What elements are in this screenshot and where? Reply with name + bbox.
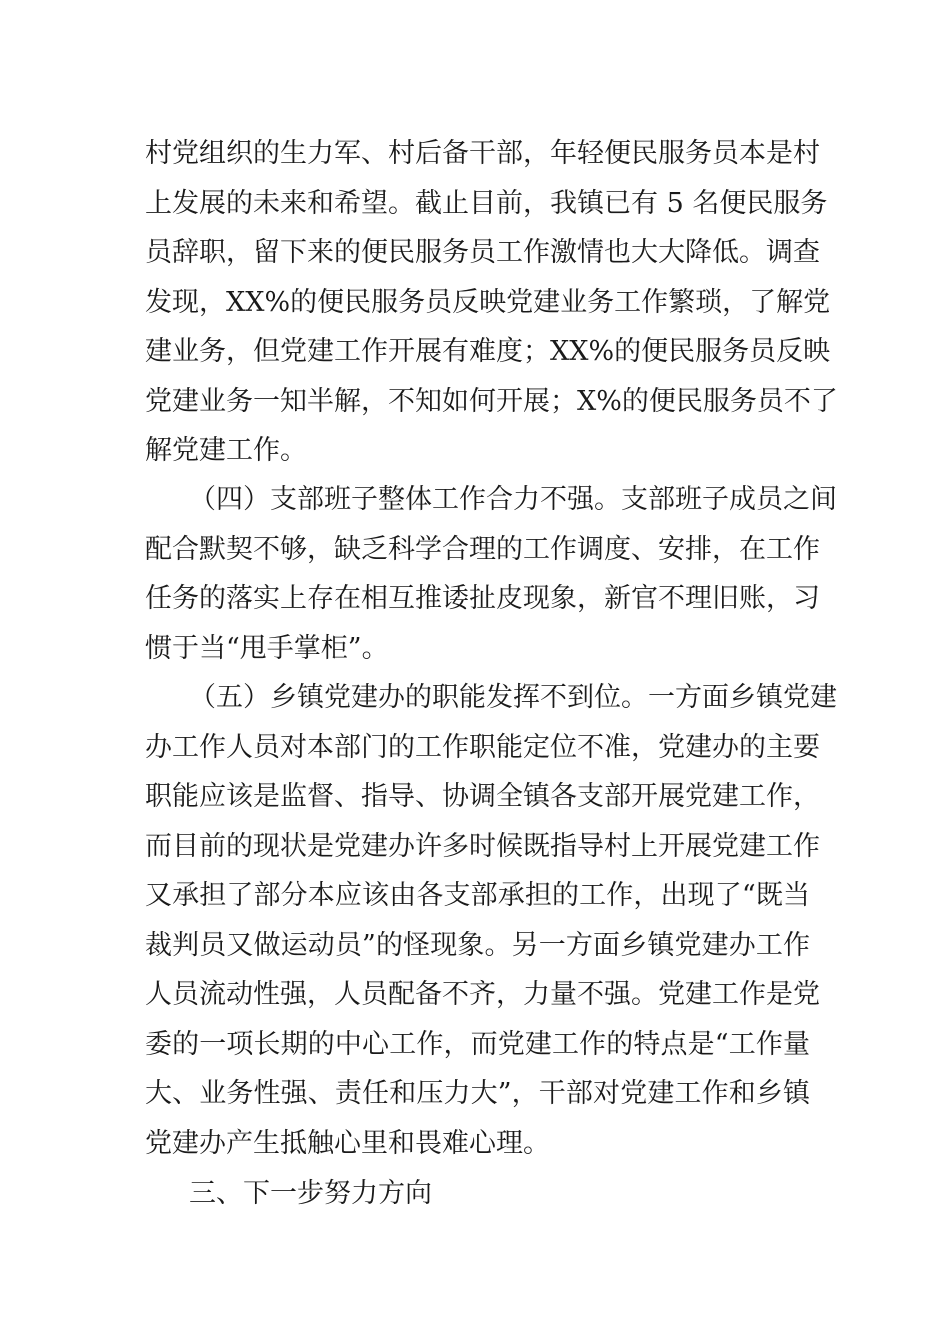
text-line: 党建办产生抵触心里和畏难心理。 — [145, 1127, 550, 1159]
text-line: 惯于当“甩手掌柜”。 — [145, 632, 389, 664]
paragraph-section-five — [145, 673, 837, 1168]
text-line: 大、业务性强、责任和压力大”，干部对党建工作和乡镇 — [145, 1078, 810, 1109]
text-line: 又承担了部分本应该由各支部承担的工作，出现了“既当 — [145, 880, 810, 911]
text-line: 党建业务一知半解，不知如何开展；X%的便民服务员不了 — [145, 385, 838, 417]
text-line: （四）支部班子整体工作合力不强。支部班子成员之间 — [189, 484, 837, 515]
paragraph-continuation — [145, 129, 838, 476]
text-line: 建业务，但党建工作开展有难度；XX%的便民服务员反映 — [145, 336, 831, 367]
text-line: 村党组织的生力军、村后备干部，年轻便民服务员本是村 — [145, 138, 820, 169]
section-heading-block — [145, 1169, 810, 1219]
section-heading: 三、下一步努力方向 — [189, 1178, 432, 1209]
text-line: 员辞职，留下来的便民服务员工作激情也大大降低。调查 — [145, 237, 820, 268]
text-line: 人员流动性强，人员配备不齐，力量不强。党建工作是党 — [145, 979, 820, 1010]
text-line: 发现，XX%的便民服务员反映党建业务工作繁琐，了解党 — [145, 286, 831, 318]
text-line: 任务的落实上存在相互推诿扯皮现象，新官不理旧账，习 — [145, 583, 820, 614]
text-line: 办工作人员对本部门的工作职能定位不准，党建办的主要 — [145, 731, 820, 763]
text-line: 职能应该是监督、指导、协调全镇各支部开展党建工作， — [145, 781, 820, 812]
paragraph-section-four — [145, 475, 837, 673]
text-line: （五）乡镇党建办的职能发挥不到位。一方面乡镇党建 — [189, 682, 837, 713]
text-line: 上发展的未来和希望。截止目前，我镇已有 5 名便民服务 — [145, 187, 828, 219]
text-line: 委的一项长期的中心工作，而党建工作的特点是“工作量 — [145, 1028, 810, 1060]
text-line: 配合默契不够，缺乏科学合理的工作调度、安排，在工作 — [145, 533, 820, 565]
text-line: 裁判员又做运动员”的怪现象。另一方面乡镇党建办工作 — [145, 929, 810, 961]
text-line: 解党建工作。 — [145, 435, 307, 466]
text-line: 而目前的现状是党建办许多时候既指导村上开展党建工作 — [145, 830, 820, 862]
